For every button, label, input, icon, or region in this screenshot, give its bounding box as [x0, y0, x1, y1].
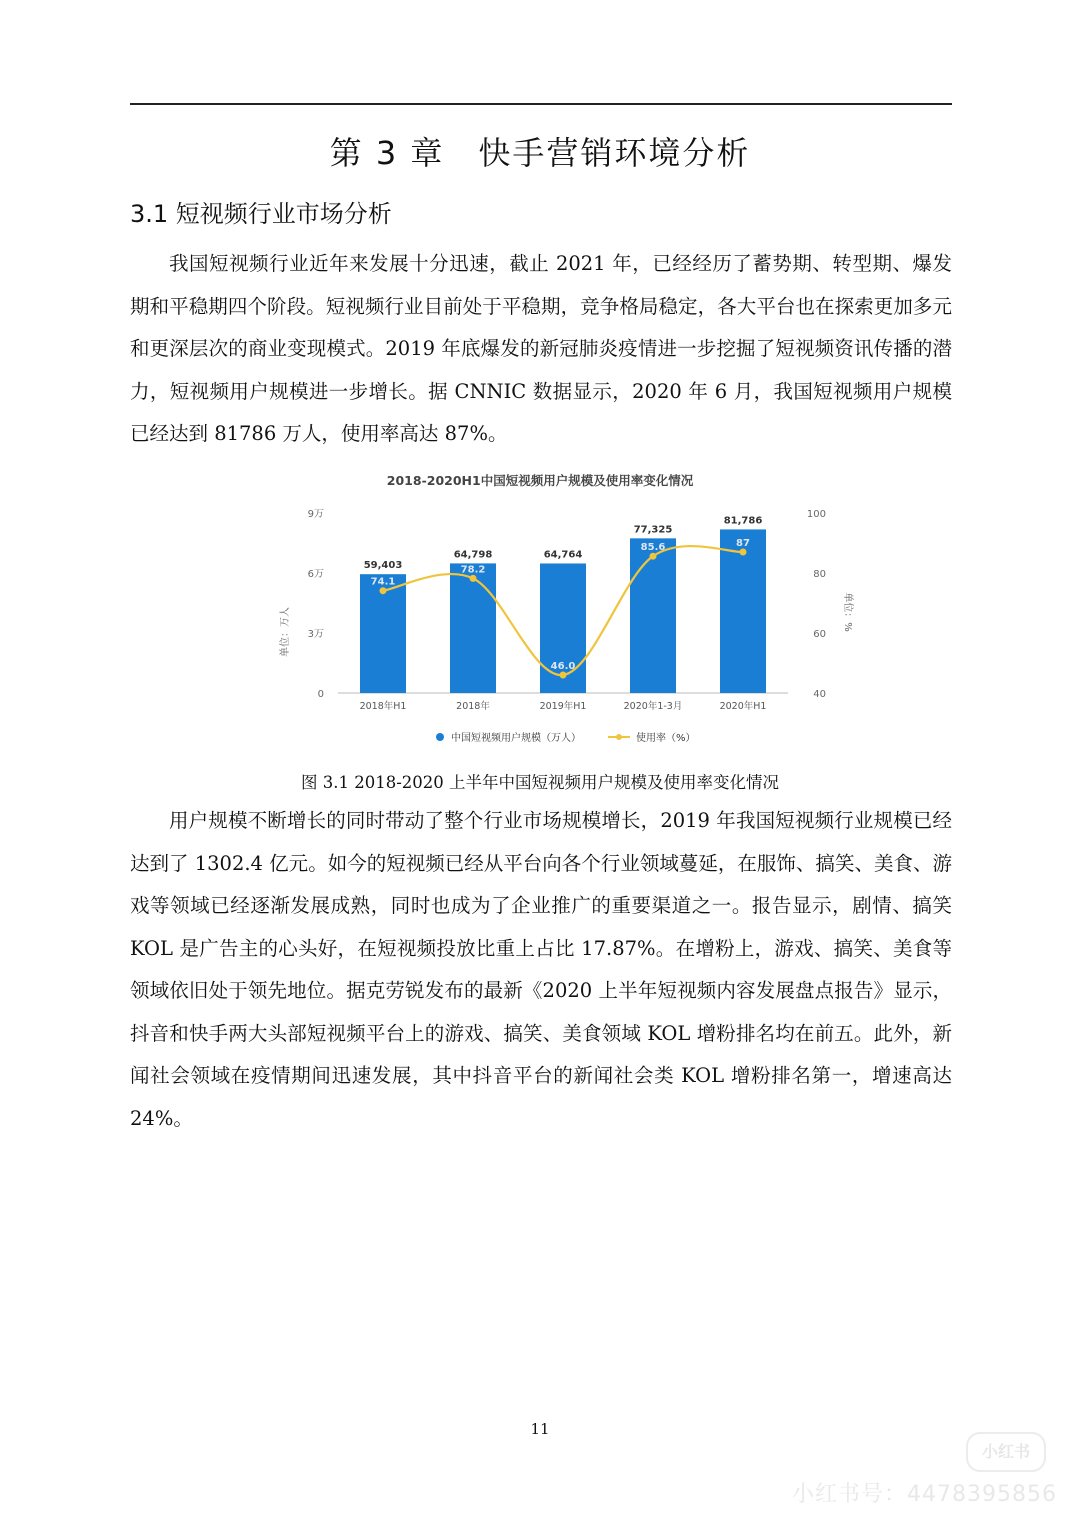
left-tick-3: 9万 [307, 509, 324, 520]
bar-label-2: 64,764 [543, 549, 583, 561]
usage-rate-label-2: 46.0 [550, 661, 576, 672]
usage-rate-point-3 [650, 553, 657, 560]
user-scale-chart [270, 465, 853, 755]
category-label-2: 2019年H1 [539, 701, 587, 712]
bar-label-1: 64,798 [453, 549, 493, 561]
body-paragraph: 我国短视频行业近年来发展十分迅速，截止 2021 年，已经经历了蓄势期、转型期、爆发期和平稳期四个阶段。短视频行业目前处于平稳期，竞争格局稳定，各大平台也在探索更加多元和更深层次的商业变现模式。2019 年底爆发的新冠肺炎疫情进一步挖掘了短视频资讯传播的潜力，短视频用户规模进一步增长。据 CNNIC 数据显示，2020 年 6 月，我国短视频用户规模已经达到 81786 万人，使用率高达 87%。 [130, 252, 952, 445]
legend-line-label: 使用率（%） [636, 733, 696, 744]
right-tick-3: 100 [806, 509, 826, 520]
bar-label-3: 77,325 [633, 524, 673, 536]
header-rule [130, 103, 952, 105]
usage-rate-point-4 [740, 549, 747, 556]
right-axis [807, 509, 826, 700]
right-tick-2: 80 [813, 569, 826, 580]
usage-rate-point-2 [560, 672, 567, 679]
left-axis-label: 单位：万人 [280, 607, 291, 657]
chapter-title: 第 3 章 快手营销环境分析 [329, 134, 751, 172]
right-axis-label: 单位：% [842, 592, 853, 632]
category-label-3: 2020年1-3月 [623, 701, 683, 712]
watermark-logo: 小红书 [966, 1432, 1046, 1472]
usage-rate-label-1: 78.2 [460, 564, 486, 576]
chart-legend [436, 731, 696, 744]
right-tick-0: 40 [813, 689, 826, 700]
figure-caption: 图 3.1 2018-2020 上半年中国短视频用户规模及使用率变化情况 [300, 773, 780, 792]
usage-rate-label-0: 74.1 [370, 576, 396, 588]
usage-rate-label-4: 87 [736, 538, 750, 549]
bar-1 [450, 563, 496, 693]
usage-rate-point-1 [470, 575, 477, 582]
bar-label-0: 59,403 [363, 560, 403, 572]
section-title: 3.1 短视频行业市场分析 [130, 200, 392, 228]
body-paragraph: 用户规模不断增长的同时带动了整个行业市场规模增长，2019 年我国短视频行业规模已经达到了 1302.4 亿元。如今的短视频已经从平台向各个行业领域蔓延，在服饰、搞笑、美食、游戏等领域已经逐渐发展成熟，同时也成为了企业推广的重要渠道之一。报告显示，剧情、搞笑 KOL 是广告主的心头好，在短视频投放比重上占比 17.87%。在增粉上，游戏、搞笑、美食等领域依旧处于领先地位。据克劳锐发布的最新《2020 上半年短视频内容发展盘点报告》显示，抖音和快手两大头部短视频平台上的游戏、搞笑、美食领域 KOL 增粉排名均在前五。此外，新闻社会领域在疫情期间迅速发展，其中抖音平台的新闻社会类 KOL 增粉排名第一，增速高达 24%。 [130, 809, 952, 1130]
usage-rate-label-3: 85.6 [640, 542, 666, 554]
usage-rate-point-0 [380, 587, 387, 594]
category-label-0: 2018年H1 [359, 701, 407, 712]
legend-bar-label: 中国短视频用户规模（万人） [451, 733, 581, 744]
right-tick-1: 60 [813, 629, 826, 640]
bar-label-4: 81,786 [723, 515, 763, 527]
left-tick-2: 6万 [307, 569, 324, 580]
chart-title: 2018-2020H1中国短视频用户规模及使用率变化情况 [386, 473, 694, 488]
legend-bar-marker [436, 733, 444, 741]
left-tick-0: 0 [317, 689, 324, 700]
bar-3 [630, 538, 676, 693]
category-label-4: 2020年H1 [719, 701, 767, 712]
watermark-id: 小红书号：4478395856 [792, 1482, 1057, 1507]
category-label-1: 2018年 [456, 701, 490, 712]
page-number: 11 [530, 1420, 550, 1438]
category-labels [360, 700, 767, 712]
left-tick-1: 3万 [307, 629, 324, 640]
